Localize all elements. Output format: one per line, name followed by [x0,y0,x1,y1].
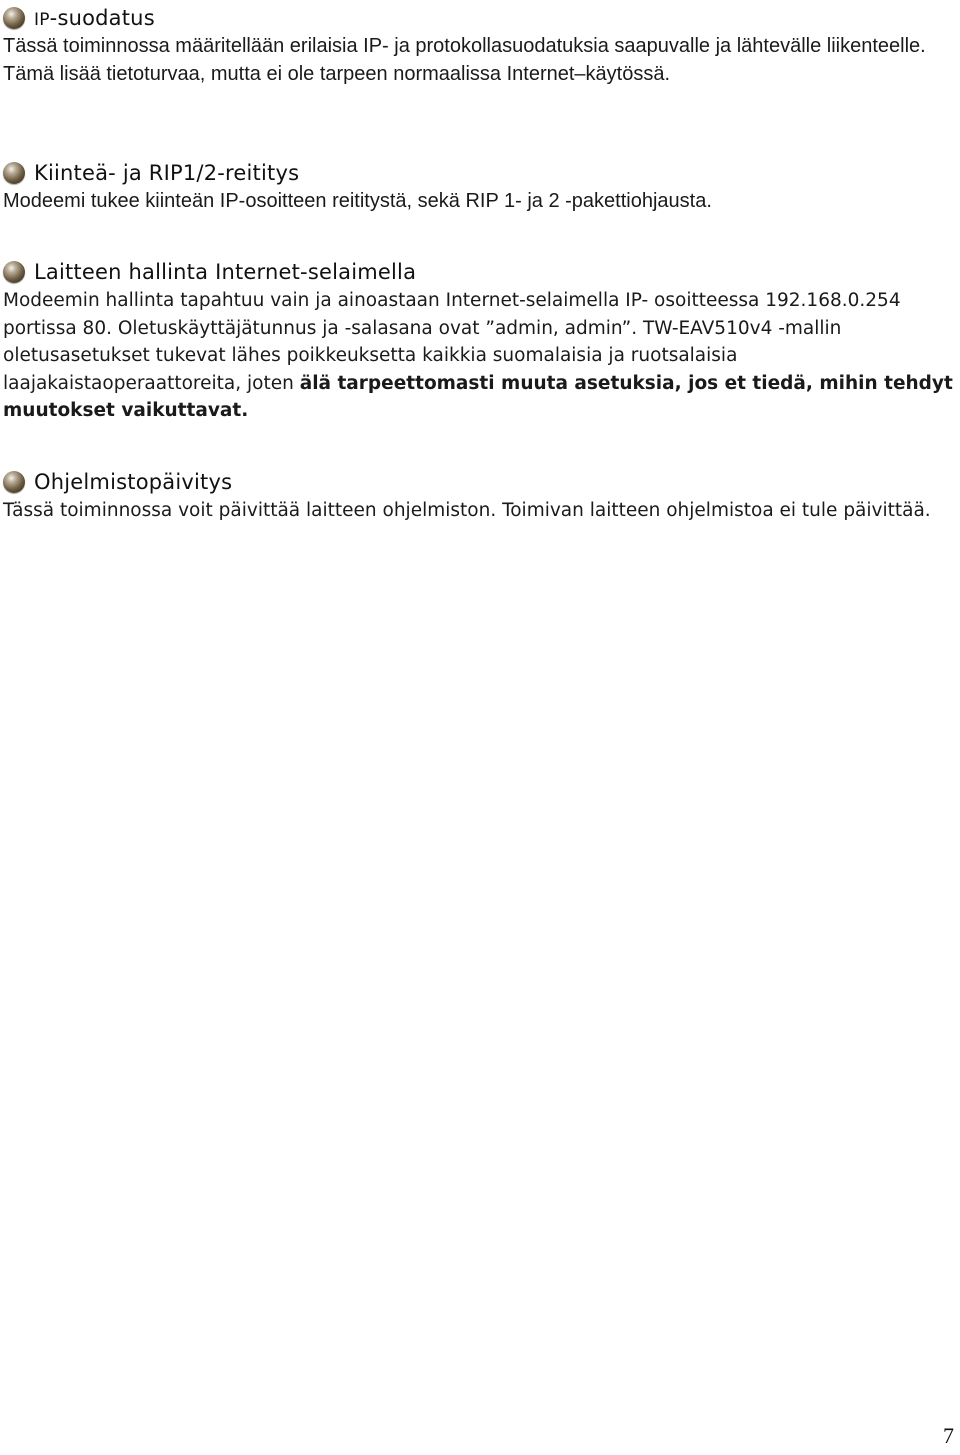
body-management-warning: älä tarpeettomasti muuta asetuksia, jos et tiedä, mihin tehdyt muutokset vaikuttavat. [3,372,953,422]
body-firmware: Tässä toiminnossa voit päivittää laitteen ohjelmiston. Toimivan laitteen ohjelmistoa ei tule päivittää. [3,500,931,521]
body-ip-filter: Tässä toiminnossa määritellään erilaisia IP- ja protokollasuodatuksia saapuvalle ja lähtevälle liikenteelle. Tämä lisää tietoturvaa, mutta ei ole tarpeen normaalissa Internet–käytössä. [3,35,926,85]
section-management [3,255,958,425]
body-management [3,287,958,425]
heading-firmware: Ohjelmistopäivitys [34,470,233,494]
bullet-sphere-icon [3,261,25,283]
heading-ip-filter: IP-suodatus [34,6,155,30]
section-heading [3,3,958,33]
body-routing: Modeemi tukee kiinteän IP-osoitteen reititystä, sekä RIP 1- ja 2 -pakettiohjausta. [3,190,712,212]
bullet-sphere-icon [3,162,25,184]
section-heading [3,158,958,188]
section-firmware [3,465,958,525]
section-ip-filter [3,1,958,88]
heading-routing: Kiinteä- ja RIP1/2-reititys [34,161,300,185]
bullet-sphere-icon [3,7,25,29]
page-number: 7 [943,1423,954,1448]
heading-management: Laitteen hallinta Internet-selaimella [34,260,417,284]
bullet-sphere-icon [3,471,25,493]
section-routing [3,156,958,216]
body-management-text: Modeemin hallinta tapahtuu vain ja ainoastaan Internet-selaimella IP- osoitteessa 192.168.0.254 portissa 80. Oletuskäyttäjätunnus ja -salasana ovat ”admin, admin”. TW-EAV510v4 -mallin oletusasetukset tukevat lähes poikkeuksetta kaikkia suomalaisia ja ruotsalaisia laajakaistaoperaattoreita, joten [3,290,901,394]
section-heading [3,257,958,287]
section-heading [3,467,958,497]
